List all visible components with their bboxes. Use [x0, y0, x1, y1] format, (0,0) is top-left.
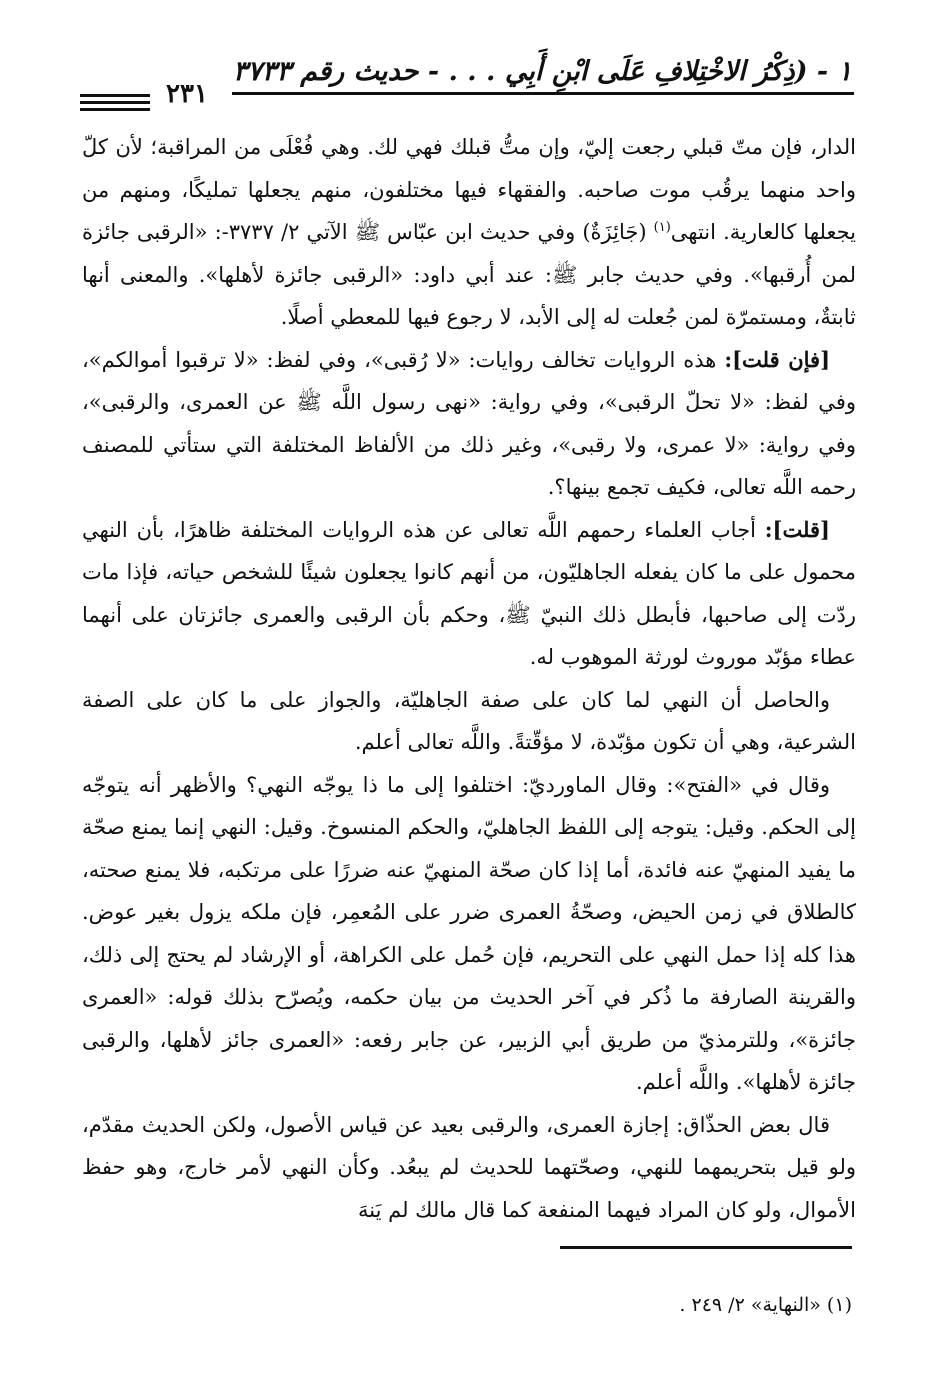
running-header-title: ١ - (ذِكْرُ الاخْتِلافِ عَلَى ابْنِ أَبِي . . . - حديث رقم ٣٧٣٣ — [232, 56, 852, 87]
paragraph — [82, 679, 856, 764]
paragraph-text: (جَائِزَةٌ) وفي حديث ابن عبّاس ﷺ الآتي ٢/ ٣٧٣٧-: «الرقبى جائزة لمن أُرقبها». وفي حديث جابر ﷺ: عند أبي داود: «الرقبى جائزة لأهلها». والمعنى أنها ثابتةٌ، ومستمرّة لمن جُعلت له إلى الأبد، لا رجوع فيها للمعطي أصلًا. — [82, 220, 856, 329]
paragraph — [82, 509, 856, 679]
page-number-rule — [80, 108, 150, 111]
footnote-reference: (١) — [653, 220, 671, 235]
page-number-rule — [80, 94, 150, 97]
paragraph — [82, 339, 856, 509]
paragraph — [82, 126, 856, 339]
paragraph-text: والحاصل أن النهي لما كان على صفة الجاهليّة، والجواز على ما كان على الصفة الشرعية، وهي أن تكون مؤبّدة، لا مؤقّتةً. واللَّه تعالى أعلم. — [82, 687, 856, 754]
page-number-rule — [80, 101, 150, 104]
paragraph — [82, 1104, 856, 1232]
footnote: (١) «النهاية» ٢/ ٢٤٩ . — [679, 1294, 852, 1316]
page-number: ٢٣١ — [166, 79, 208, 109]
footnote-separator — [560, 1246, 852, 1249]
header-rule — [232, 92, 854, 95]
paragraph-text: هذه الروايات تخالف روايات: «لا رُقبى»، وفي لفظ: «لا ترقبوا أموالكم»، وفي لفظ: «لا تحلّ الرقبى»، وفي رواية: «نهى رسول اللَّه ﷺ عن العمرى، والرقبى»، وفي رواية: «لا عمرى، ولا رقبى»، وغير ذلك من الألفاظ المختلفة التي ستأتي للمصنف رحمه اللَّه تعالى، فكيف تجمع بينها؟. — [82, 347, 856, 499]
main-text — [82, 126, 856, 1231]
paragraph — [82, 764, 856, 1104]
paragraph-lead: [قلت]: — [764, 516, 830, 542]
paragraph-lead: [فإن قلت]: — [724, 346, 831, 372]
paragraph-text: الدار، فإن متّ قبلي رجعت إليّ، وإن متُّ قبلك فهي لك. وهي فُعْلَى من المراقبة؛ لأن كلّ واحد منهما يرقُب موت صاحبه. والفقهاء فيها مختلفون، منهم يجعلها تمليكًا، ومنهم من يجعلها كالعارية. انتهى — [82, 135, 856, 244]
paragraph-text: أجاب العلماء رحمهم اللَّه تعالى عن هذه الروايات المختلفة ظاهرًا، بأن النهي محمول على ما كان يفعله الجاهليّون، من أنهم كانوا يجعلون شيئًا للشخص حياته، فإذا مات ردّت إلى صاحبها، فأبطل ذلك النبيّ ﷺ، وحكم بأن الرقبى والعمرى جائزتان على أنهما عطاء مؤبّد موروث لورثة الموهوب له. — [82, 517, 856, 669]
paragraph-text: وقال في «الفتح»: وقال الماورديّ: اختلفوا إلى ما ذا يوجّه النهي؟ والأظهر أنه يتوجّه إلى الحكم. وقيل: يتوجه إلى اللفظ الجاهليّ، والحكم المنسوخ. وقيل: النهي إنما يمنع صحّة ما يفيد المنهيّ عنه فائدة، أما إذا كان صحّة المنهيّ عنه ضررًا على مرتكبه، فلا يمنع صحته، كالطلاق في زمن الحيض، وصحّةُ العمرى ضرر على المُعمِر، فإن ملكه يزول بغير عوض. هذا كله إذا حمل النهي على التحريم، فإن حُمل على الكراهة، أو الإرشاد لم يحتج إلى ذلك، والقرينة الصارفة ما ذُكر في آخر الحديث من بيان حكمه، ويُصرّح بذلك قوله: «العمرى جائزة»، وللترمذيّ من طريق أبي الزبير، عن جابر رفعه: «العمرى جائز لأهلها، والرقبى جائزة لأهلها». واللَّه أعلم. — [82, 772, 856, 1094]
paragraph-text: قال بعض الحذّاق: إجازة العمرى، والرقبى بعيد عن قياس الأصول، ولكن الحديث مقدّم، ولو قيل بتحريمهما للنهي، وصحّتهما للحديث لم يبعُد. وكأن النهي لأمر خارج، وهو حفظ الأموال، ولو كان المراد فيهما المنفعة كما قال مالك لم يَنهَ — [82, 1112, 856, 1222]
